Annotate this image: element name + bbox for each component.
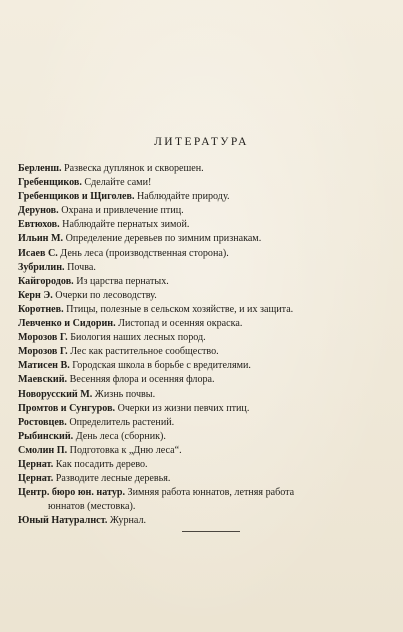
entry-author: Центр. бюро юн. натур. <box>18 487 126 499</box>
entry-title: Почва. <box>64 261 96 273</box>
list-item <box>18 176 393 190</box>
entry-author: Новорусский М. <box>18 388 93 400</box>
entry-title: Жизнь почвы. <box>92 388 156 400</box>
entry-title: Наблюдайте природу. <box>134 191 230 203</box>
entry-title: Из царства пернатых. <box>73 275 169 287</box>
entry-author: Цернат. <box>18 473 54 485</box>
entry-title-continuation: юннатов (местовка). <box>48 501 136 513</box>
entry-author: Морозов Г. <box>18 346 68 358</box>
entry-title: Определение деревьев по зимним признакам. <box>63 233 262 245</box>
list-item <box>18 416 393 430</box>
page-title: ЛИТЕРАТУРА <box>154 136 249 148</box>
list-item <box>18 289 393 303</box>
entry-title: Разводите лесные деревья. <box>53 473 171 485</box>
bibliography-list <box>18 162 393 528</box>
entry-author: Зубрилин. <box>18 261 65 273</box>
list-item <box>18 430 393 444</box>
entry-author: Гребенщиков и Щиголев. <box>18 191 135 203</box>
entry-title: Птицы, полезные в сельском хозяйстве, и их защита. <box>63 303 294 315</box>
list-item <box>18 458 393 472</box>
entry-author: Ильин М. <box>18 233 64 245</box>
entry-author: Кайгородов. <box>18 275 74 287</box>
entry-title: Подготовка к „Дню леса“. <box>67 444 182 456</box>
list-item <box>18 190 393 204</box>
entry-title: Городская школа в борьбе с вредителями. <box>69 360 251 372</box>
divider-rule <box>182 531 240 532</box>
entry-author: Юный Натуралнст. <box>18 515 108 527</box>
list-item <box>18 345 393 359</box>
list-item <box>18 486 393 514</box>
list-item <box>18 303 393 317</box>
list-item <box>18 204 393 218</box>
list-item <box>18 444 393 458</box>
list-item <box>18 218 393 232</box>
entry-author: Маевский. <box>18 374 68 386</box>
entry-author: Евтюхов. <box>18 219 60 231</box>
list-item <box>18 472 393 486</box>
entry-author: Левченко и Сидорин. <box>18 318 116 330</box>
list-item <box>18 514 393 528</box>
entry-title: Журнал. <box>107 515 147 527</box>
entry-author: Рыбинский. <box>18 430 74 442</box>
entry-title: Сделайте сами! <box>81 177 152 189</box>
list-item <box>18 232 393 246</box>
entry-title: День леса (производственная сторона). <box>57 247 229 259</box>
entry-author: Морозов Г. <box>18 332 68 344</box>
entry-author: Смолин П. <box>18 444 68 456</box>
list-item <box>18 373 393 387</box>
list-item <box>18 247 393 261</box>
entry-title: Как посадить дерево. <box>53 458 148 470</box>
list-item <box>18 162 393 176</box>
entry-author: Коротнев. <box>18 303 64 315</box>
entry-author: Цернат. <box>18 458 54 470</box>
list-item <box>18 388 393 402</box>
entry-title: Очерки из жизни певчих птиц. <box>115 402 250 414</box>
entry-title: Лес как растительное сообщество. <box>67 346 219 358</box>
entry-title: Охрана и привлечение птиц. <box>58 205 184 217</box>
entry-author: Дерунов. <box>18 205 59 217</box>
list-item <box>18 261 393 275</box>
entry-author: Матисен В. <box>18 360 70 372</box>
list-item <box>18 317 393 331</box>
entry-title: Определитель растений. <box>66 416 175 428</box>
list-item <box>18 402 393 416</box>
list-item <box>18 359 393 373</box>
entry-author: Ростовцев. <box>18 416 67 428</box>
entry-author: Керн Э. <box>18 289 53 301</box>
list-item <box>18 331 393 345</box>
entry-title: Весенняя флора и осенняя флора. <box>67 374 215 386</box>
entry-title: День леса (сборник). <box>73 430 166 442</box>
entry-title: Наблюдайте пернатых зимой. <box>59 219 190 231</box>
entry-title: Листопад и осенняя окраска. <box>115 318 243 330</box>
entry-title: Зимняя работа юннатов, летняя работа <box>125 487 295 499</box>
entry-author: Промтов и Сунгуров. <box>18 402 116 414</box>
list-item <box>18 275 393 289</box>
entry-title: Очерки по лесоводству. <box>52 289 157 301</box>
entry-author: Исаев С. <box>18 247 58 259</box>
entry-author: Берленш. <box>18 163 62 174</box>
entry-title: Развеска дуплянок и скворешен. <box>61 163 204 174</box>
entry-author: Гребенщиков. <box>18 177 82 189</box>
entry-title: Биология наших лесных пород. <box>67 332 206 344</box>
